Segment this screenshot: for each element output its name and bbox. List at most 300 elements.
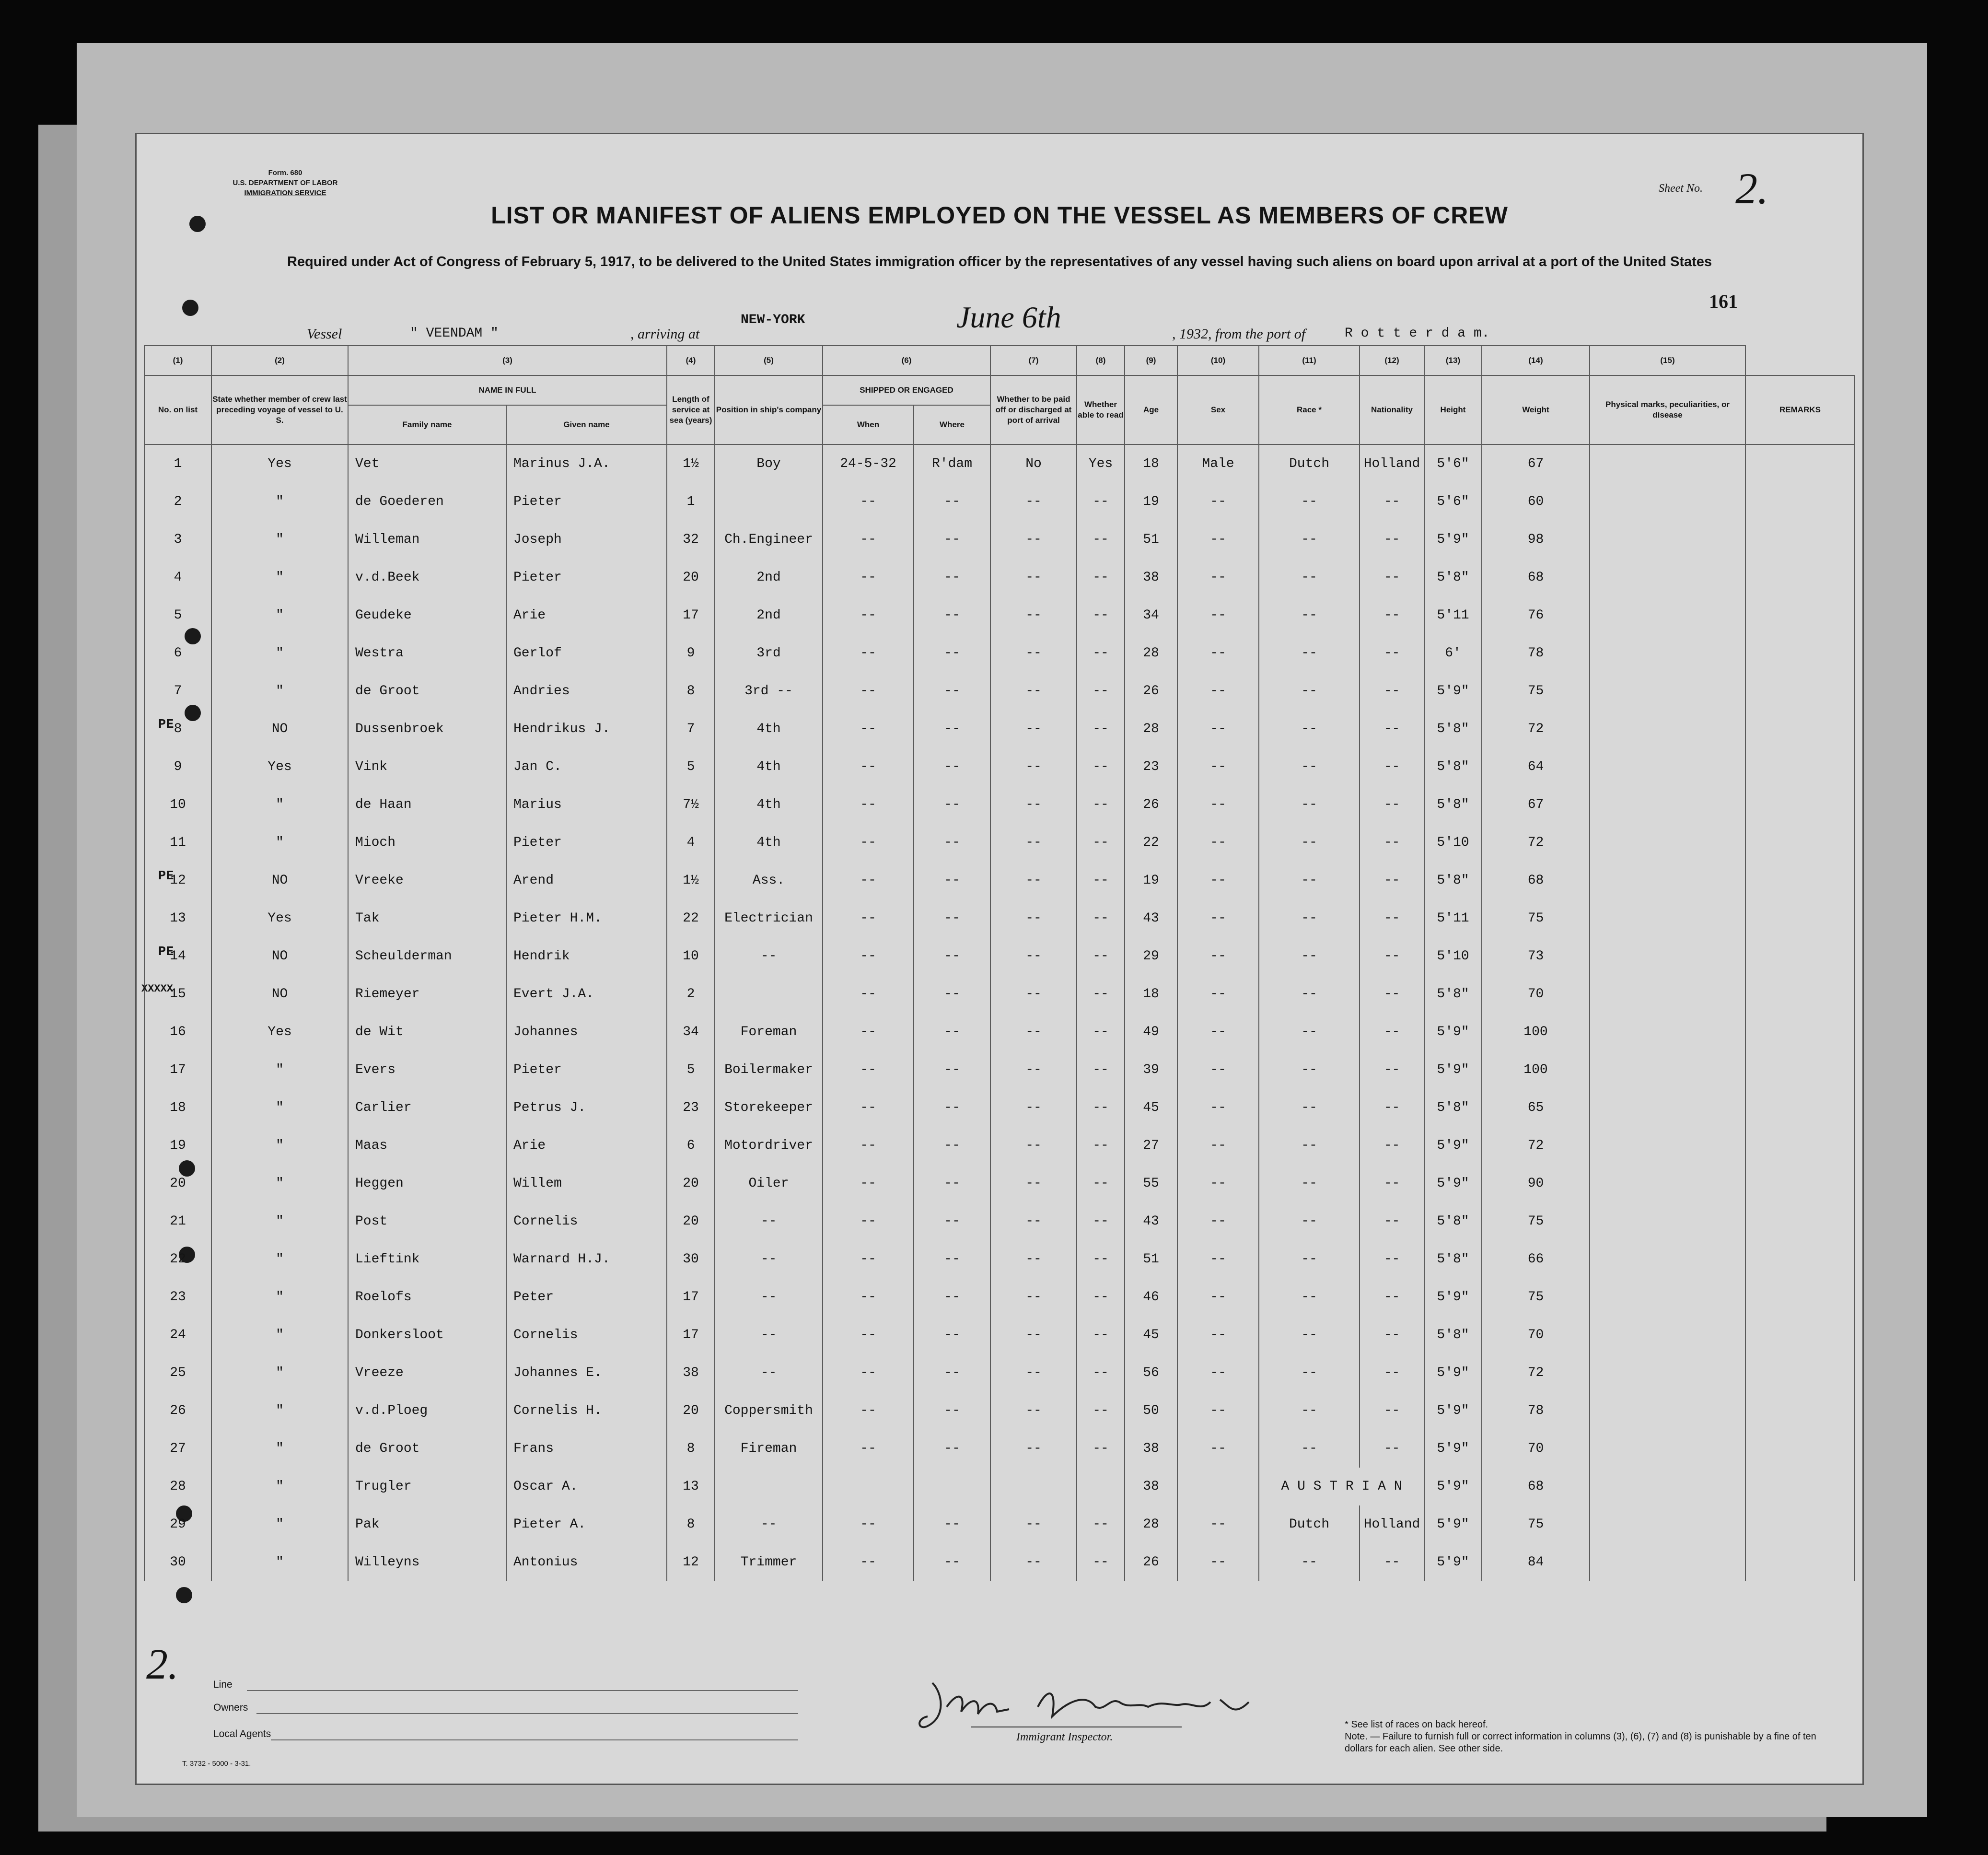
page-title: LIST OR MANIFEST OF ALIENS EMPLOYED ON THE VESSEL AS MEMBERS OF CREW [491,202,1508,229]
cell-able-to-read: -- [1077,1051,1125,1089]
cell-able-to-read: -- [1077,786,1125,824]
cell-nationality: -- [1360,1316,1424,1354]
cell-race: -- [1259,1392,1360,1430]
cell-shipped-when: -- [823,1013,914,1051]
form-number: Form. 680 [268,169,302,177]
cell-nationality: -- [1360,1051,1424,1089]
cell-shipped-when: -- [823,1051,914,1089]
cell-shipped-when: -- [823,1354,914,1392]
cell-able-to-read: Yes [1077,444,1125,483]
col-5-no: (5) [715,346,823,375]
cell-sex: -- [1177,1392,1259,1430]
cell-sex: -- [1177,1543,1259,1581]
cell-shipped-where: R'dam [914,444,990,483]
table-row [144,1127,1855,1165]
cell-position: 4th [715,748,823,786]
cell-paid-off: -- [990,1202,1077,1240]
table-row [144,596,1855,634]
cell-weight: 72 [1482,1127,1590,1165]
crew-manifest-table [144,345,1855,1581]
cell-family-name: de Haan [348,786,506,824]
cell-remarks [1745,862,1855,899]
cell-nationality: -- [1360,1392,1424,1430]
table-row [144,634,1855,672]
cell-position: 3rd -- [715,672,823,710]
local-agents-label: Local Agents [213,1728,271,1739]
cell-sex [1177,1468,1259,1505]
page-number: 161 [1709,291,1738,312]
cell-sex: -- [1177,1430,1259,1468]
cell-length-of-service: 9 [667,634,715,672]
cell-family-name: Vet [348,444,506,483]
cell-race: -- [1259,1278,1360,1316]
cell-previous-voyage: Yes [211,899,348,937]
cell-given-name: Peter [506,1278,667,1316]
owners-label: Owners [213,1702,248,1713]
cell-height: 5'8" [1424,975,1482,1013]
cell-row-number: 12 [144,862,211,899]
cell-row-number: 27 [144,1430,211,1468]
cell-race: -- [1259,1354,1360,1392]
cell-previous-voyage: " [211,521,348,559]
cell-race: -- [1259,975,1360,1013]
col-13-no: (13) [1424,346,1482,375]
cell-physical [1590,1543,1745,1581]
cell-position: Fireman [715,1430,823,1468]
cell-length-of-service: 20 [667,1202,715,1240]
table-row [144,521,1855,559]
cell-family-name: Willeman [348,521,506,559]
cell-length-of-service: 23 [667,1089,715,1127]
cell-paid-off: -- [990,521,1077,559]
cell-shipped-where: -- [914,596,990,634]
cell-physical [1590,1505,1745,1543]
cell-race: -- [1259,899,1360,937]
cell-able-to-read: -- [1077,521,1125,559]
header-remarks: REMARKS [1745,375,1855,444]
cell-given-name: Cornelis [506,1316,667,1354]
cell-height: 6' [1424,634,1482,672]
cell-given-name: Johannes [506,1013,667,1051]
cell-previous-voyage: " [211,1089,348,1127]
header-able-to-read: Whether able to read [1077,375,1125,444]
sheet-mark: 2. [146,1641,179,1688]
cell-previous-voyage: Yes [211,748,348,786]
cell-paid-off: -- [990,1392,1077,1430]
header-family-name: Family name [348,405,506,444]
cell-weight: 98 [1482,521,1590,559]
cell-previous-voyage: " [211,1354,348,1392]
cell-remarks [1745,1430,1855,1468]
cell-length-of-service: 20 [667,559,715,596]
cell-nationality: -- [1360,710,1424,748]
arriving-label: , arriving at [630,326,700,342]
header-height: Height [1424,375,1482,444]
cell-family-name: Vreeke [348,862,506,899]
cell-family-name: de Groot [348,1430,506,1468]
cell-family-name: v.d.Beek [348,559,506,596]
cell-nationality: -- [1360,975,1424,1013]
cell-length-of-service: 7 [667,710,715,748]
cell-physical [1590,975,1745,1013]
col-12-no: (12) [1360,346,1424,375]
cell-row-number: 10 [144,786,211,824]
cell-shipped-when: -- [823,1089,914,1127]
cell-shipped-when: -- [823,1505,914,1543]
cell-able-to-read [1077,1468,1125,1505]
cell-age: 28 [1125,710,1177,748]
cell-weight: 68 [1482,862,1590,899]
cell-able-to-read: -- [1077,559,1125,596]
cell-weight: 75 [1482,672,1590,710]
cell-remarks [1745,1354,1855,1392]
cell-shipped-where: -- [914,1127,990,1165]
cell-sex: -- [1177,1354,1259,1392]
cell-able-to-read: -- [1077,1543,1125,1581]
cell-remarks [1745,559,1855,596]
cell-length-of-service: 20 [667,1165,715,1202]
cell-shipped-when: -- [823,1316,914,1354]
cell-shipped-where: -- [914,1202,990,1240]
cell-race: -- [1259,1543,1360,1581]
cell-weight: 70 [1482,1430,1590,1468]
cell-shipped-where: -- [914,1354,990,1392]
cell-age: 43 [1125,1202,1177,1240]
cell-height: 5'9" [1424,1430,1482,1468]
cell-shipped-when: -- [823,786,914,824]
cell-family-name: Mioch [348,824,506,862]
cell-race: -- [1259,710,1360,748]
cell-height: 5'9" [1424,521,1482,559]
cell-length-of-service: 8 [667,1505,715,1543]
cell-position: Ch.Engineer [715,521,823,559]
col-6-no: (6) [823,346,990,375]
cell-row-number: 17 [144,1051,211,1089]
cell-position: Ass. [715,862,823,899]
cell-position [715,975,823,1013]
cell-height: 5'8" [1424,710,1482,748]
cell-physical [1590,634,1745,672]
cell-able-to-read: -- [1077,899,1125,937]
cell-shipped-when: -- [823,1430,914,1468]
cell-sex: -- [1177,710,1259,748]
cell-previous-voyage: " [211,1202,348,1240]
cell-given-name: Johannes E. [506,1354,667,1392]
cell-race: -- [1259,521,1360,559]
cell-paid-off: -- [990,786,1077,824]
table-row [144,1316,1855,1354]
cell-weight: 60 [1482,483,1590,521]
cell-shipped-where: -- [914,1051,990,1089]
cell-given-name: Petrus J. [506,1089,667,1127]
cell-position: Motordriver [715,1127,823,1165]
cell-row-number: 28 [144,1468,211,1505]
cell-previous-voyage: NO [211,710,348,748]
cell-row-number: 29 [144,1505,211,1543]
header-position: Position in ship's company [715,375,823,444]
cell-physical [1590,1316,1745,1354]
cell-able-to-read: -- [1077,483,1125,521]
table-row [144,1089,1855,1127]
cell-shipped-when: -- [823,672,914,710]
cell-height: 5'9" [1424,1127,1482,1165]
cell-height: 5'6" [1424,483,1482,521]
cell-height: 5'8" [1424,1316,1482,1354]
col-8-no: (8) [1077,346,1125,375]
table-row [144,862,1855,899]
cell-able-to-read: -- [1077,1165,1125,1202]
header-given-name: Given name [506,405,667,444]
cell-weight: 90 [1482,1165,1590,1202]
cell-remarks [1745,710,1855,748]
cell-length-of-service: 20 [667,1392,715,1430]
cell-paid-off: -- [990,748,1077,786]
cell-paid-off: -- [990,1051,1077,1089]
cell-shipped-where: -- [914,1505,990,1543]
cell-shipped-where: -- [914,786,990,824]
cell-able-to-read: -- [1077,975,1125,1013]
cell-physical [1590,824,1745,862]
cell-race: -- [1259,559,1360,596]
cell-shipped-where [914,1468,990,1505]
cell-race: -- [1259,672,1360,710]
cell-age: 18 [1125,444,1177,483]
cell-able-to-read: -- [1077,824,1125,862]
cell-sex: -- [1177,559,1259,596]
cell-given-name: Marinus J.A. [506,444,667,483]
cell-length-of-service: 8 [667,672,715,710]
header-sex: Sex [1177,375,1259,444]
cell-able-to-read: -- [1077,937,1125,975]
cell-paid-off: -- [990,596,1077,634]
cell-race: -- [1259,1316,1360,1354]
cell-shipped-when: 24-5-32 [823,444,914,483]
cell-row-number: 6 [144,634,211,672]
cell-weight: 72 [1482,824,1590,862]
cell-able-to-read: -- [1077,634,1125,672]
cell-height: 5'8" [1424,1202,1482,1240]
cell-sex: -- [1177,596,1259,634]
cell-able-to-read: -- [1077,1127,1125,1165]
cell-family-name: Scheulderman [348,937,506,975]
cell-physical [1590,748,1745,786]
cell-able-to-read: -- [1077,862,1125,899]
header-shipped-or-engaged: SHIPPED OR ENGAGED [823,375,990,405]
cell-length-of-service: 1 [667,483,715,521]
cell-position: 3rd [715,634,823,672]
cell-paid-off: -- [990,1430,1077,1468]
cell-height: 5'11 [1424,596,1482,634]
cell-height: 5'9" [1424,672,1482,710]
cell-able-to-read: -- [1077,710,1125,748]
cell-given-name: Gerlof [506,634,667,672]
cell-shipped-where: -- [914,634,990,672]
form-meta [209,168,362,198]
page-subtitle: Required under Act of Congress of February 5, 1917, to be delivered to the United States immigration officer by the representatives of any vessel having such aliens on board upon arrival at a port of the United States [287,254,1712,269]
cell-given-name: Arie [506,1127,667,1165]
cell-paid-off: -- [990,937,1077,975]
cell-shipped-when: -- [823,710,914,748]
cell-height: 5'8" [1424,559,1482,596]
cell-sex: -- [1177,1013,1259,1051]
cell-family-name: Carlier [348,1089,506,1127]
cell-remarks [1745,786,1855,824]
cell-position: 4th [715,824,823,862]
cell-race: -- [1259,937,1360,975]
cell-previous-voyage: " [211,1127,348,1165]
print-code: T. 3732 - 5000 - 3-31. [182,1760,251,1768]
cell-shipped-where: -- [914,1392,990,1430]
cell-weight: 70 [1482,975,1590,1013]
cell-remarks [1745,444,1855,483]
row-mark: PE [158,945,174,959]
cell-race: -- [1259,1089,1360,1127]
cell-physical [1590,1354,1745,1392]
cell-age: 26 [1125,1543,1177,1581]
cell-given-name: Jan C. [506,748,667,786]
cell-remarks [1745,899,1855,937]
cell-paid-off: -- [990,1165,1077,1202]
cell-row-number: 4 [144,559,211,596]
cell-previous-voyage: " [211,824,348,862]
cell-given-name: Arend [506,862,667,899]
cell-weight: 84 [1482,1543,1590,1581]
manifest-sheet [137,134,1862,1784]
table-row [144,1430,1855,1468]
cell-shipped-where: -- [914,521,990,559]
cell-shipped-when: -- [823,899,914,937]
table-row [144,1354,1855,1392]
cell-remarks [1745,634,1855,672]
header-physical-marks: Physical marks, peculiarities, or disease [1590,375,1745,444]
arrival-date: June 6th [956,300,1061,334]
cell-physical [1590,1165,1745,1202]
cell-family-name: Westra [348,634,506,672]
cell-family-name: Willeyns [348,1543,506,1581]
cell-weight: 75 [1482,1278,1590,1316]
cell-paid-off: No [990,444,1077,483]
cell-age: 19 [1125,862,1177,899]
cell-paid-off: -- [990,1505,1077,1543]
cell-nationality: -- [1360,483,1424,521]
cell-age: 45 [1125,1089,1177,1127]
cell-physical [1590,1392,1745,1430]
cell-able-to-read: -- [1077,672,1125,710]
header-previous-voyage: State whether member of crew last preceding voyage of vessel to U. S. [211,375,348,444]
table-row [144,1392,1855,1430]
cell-age: 56 [1125,1354,1177,1392]
cell-age: 55 [1125,1165,1177,1202]
cell-length-of-service: 17 [667,1278,715,1316]
cell-previous-voyage: " [211,483,348,521]
cell-height: 5'9" [1424,1543,1482,1581]
cell-race: -- [1259,1165,1360,1202]
cell-position: Boilermaker [715,1051,823,1089]
cell-paid-off: -- [990,1278,1077,1316]
table-row [144,710,1855,748]
cell-length-of-service: 17 [667,1316,715,1354]
cell-able-to-read: -- [1077,1013,1125,1051]
cell-position: Trimmer [715,1543,823,1581]
cell-age: 50 [1125,1392,1177,1430]
header-age: Age [1125,375,1177,444]
cell-nationality: -- [1360,937,1424,975]
cell-position: -- [715,937,823,975]
cell-family-name: de Groot [348,672,506,710]
cell-shipped-where: -- [914,1240,990,1278]
cell-remarks [1745,1051,1855,1089]
cell-age: 39 [1125,1051,1177,1089]
cell-shipped-when: -- [823,596,914,634]
cell-race: -- [1259,1240,1360,1278]
cell-paid-off: -- [990,559,1077,596]
cell-physical [1590,1240,1745,1278]
cell-paid-off: -- [990,1354,1077,1392]
cell-shipped-when: -- [823,862,914,899]
cell-sex: -- [1177,1165,1259,1202]
cell-sex: -- [1177,1051,1259,1089]
cell-given-name: Warnard H.J. [506,1240,667,1278]
cell-race: -- [1259,1051,1360,1089]
cell-race: Dutch [1259,444,1360,483]
cell-physical [1590,1202,1745,1240]
cell-age: 49 [1125,1013,1177,1051]
table-row [144,786,1855,824]
cell-paid-off: -- [990,672,1077,710]
cell-age: 46 [1125,1278,1177,1316]
cell-physical [1590,1430,1745,1468]
owners-underline [256,1713,798,1714]
cell-shipped-where: -- [914,672,990,710]
cell-physical [1590,559,1745,596]
cell-remarks [1745,824,1855,862]
cell-length-of-service: 2 [667,975,715,1013]
cell-sex: -- [1177,483,1259,521]
cell-nationality: -- [1360,1240,1424,1278]
cell-shipped-where: -- [914,483,990,521]
col-4-no: (4) [667,346,715,375]
cell-weight: 76 [1482,596,1590,634]
cell-given-name: Pieter H.M. [506,899,667,937]
cell-weight: 67 [1482,786,1590,824]
departure-port: R o t t e r d a m. [1345,326,1490,341]
cell-shipped-when: -- [823,1278,914,1316]
cell-nationality: -- [1360,748,1424,786]
cell-previous-voyage: " [211,1165,348,1202]
cell-age: 23 [1125,748,1177,786]
cell-length-of-service: 32 [667,521,715,559]
sheet-number: 2. [1735,164,1768,213]
cell-remarks [1745,672,1855,710]
cell-position: Storekeeper [715,1089,823,1127]
cell-able-to-read: -- [1077,1278,1125,1316]
cell-row-number: 15 [144,975,211,1013]
cell-nationality: -- [1360,672,1424,710]
cell-age: 38 [1125,559,1177,596]
line-underline [247,1690,798,1691]
cell-shipped-where: -- [914,1013,990,1051]
cell-length-of-service: 13 [667,1468,715,1505]
cell-row-number: 30 [144,1543,211,1581]
cell-length-of-service: 8 [667,1430,715,1468]
cell-shipped-when: -- [823,483,914,521]
cell-weight: 67 [1482,444,1590,483]
punch-hole [176,1587,192,1603]
cell-length-of-service: 7½ [667,786,715,824]
table-row [144,937,1855,975]
cell-nationality: -- [1360,1127,1424,1165]
cell-previous-voyage: " [211,1430,348,1468]
